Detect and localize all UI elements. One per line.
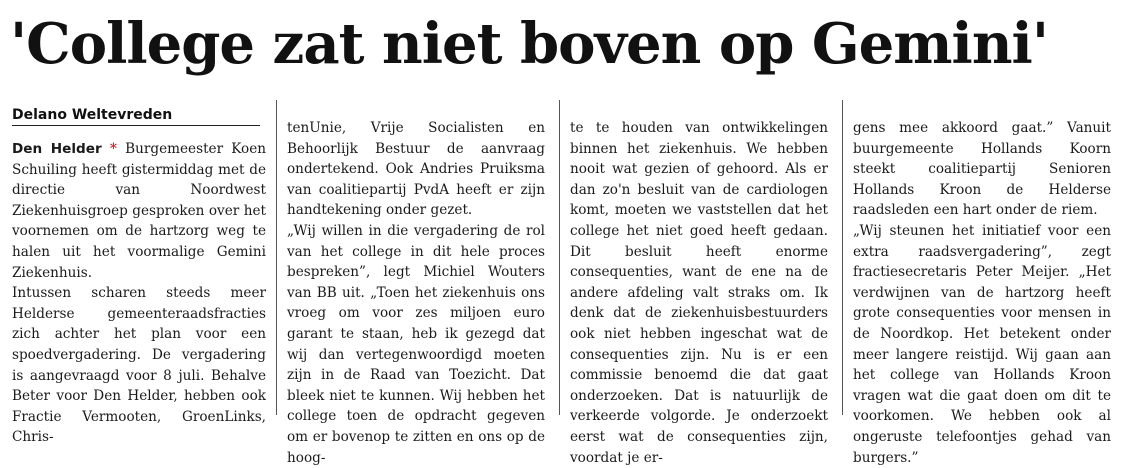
dateline: Den Helder <box>12 141 102 157</box>
paragraph: tenUnie, Vrije Socialisten en Behoorlijk Bestuur de aanvraag ondertekend. Ook Andries Pruiksma van coalitiepartij PvdA heeft er zijn handtekening onder gezet. <box>287 120 545 219</box>
headline: 'College zat niet boven op Gemini' <box>10 11 1048 77</box>
paragraph: Intussen scharen steeds meer Helderse gemeenteraadsfracties zich achter het plan voor een spoedvergadering. De vergadering is aangevraagd voor 8 juli. Behalve Beter voor Den Helder, hebben ook Fractie Vermooten, GroenLinks, Chris- <box>12 285 266 446</box>
paragraph: „Wij steunen het initiatief voor een extra raadsvergadering”, zegt fractiesecretaris Peter Meijer. „Het verdwijnen van de hartzorg heeft grote consequenties voor mensen in de Noordkop. Het betekent onder meer langere reistijd. Wij gaan aan het college van Hollands Kroon vragen wat die gaat doen om dit te voorkomen. We hebben ook al ongeruste telefoontjes gehad van burgers.” <box>853 222 1111 466</box>
column-divider <box>842 100 843 415</box>
paragraph: „Wij willen in die vergadering de rol van het college in dit hele proces bespreken”, legt Michiel Wouters van BB uit. „Toen het ziekenhuis ons vroeg om voor zes miljoen euro garant te staan, heb ik gezegd dat wij dan vertegenwoordigd moeten zijn in de Raad van Toezicht. Dat bleek niet te kunnen. Wij hebben het college toen de opdracht gegeven om er bovenop te zitten en ons op de hoog- <box>287 222 545 466</box>
column-divider <box>559 100 560 415</box>
paragraph: te te houden van ontwikkelingen binnen het ziekenhuis. We hebben nooit wat gezien of gehoord. Als er dan zo'n besluit van de cardiologen komt, moeten we vaststellen dat het college het niet goed heeft gedaan. Dit besluit heeft enorme consequenties, want de ene na de andere afdeling valt straks om. Ik denk dat de ziekenhuisbestuurders ook niet hebben ingeschat wat de consequenties zijn. Nu is er een commissie benoemd die dat gaat onderzoeken. Dat is natuurlijk de verkeerde volgorde. Je onderzoekt eerst wat de consequenties zijn, voordat je er- <box>570 120 828 466</box>
dateline-star-icon: * <box>109 141 117 157</box>
article-column-3 <box>570 118 828 468</box>
article-column-4 <box>853 118 1111 468</box>
article-column-2 <box>287 118 545 468</box>
byline: Delano Weltevreden <box>12 105 260 126</box>
paragraph <box>12 139 266 283</box>
article-column-1 <box>12 139 266 448</box>
paragraph-text: Burgemeester Koen Schuiling heeft gistermiddag met de directie van Noordwest Ziekenhuisgroep gesproken over het voornemen om de hartzorg weg te halen uit het voormalige Gemini Ziekenhuis. <box>12 141 267 281</box>
column-divider <box>276 100 277 415</box>
paragraph: gens mee akkoord gaat.” Vanuit buurgemeente Hollands Koorn steekt coalitiepartij Senioren Hollands Kroon de Helderse raadsleden een hart onder de riem. <box>853 120 1111 219</box>
